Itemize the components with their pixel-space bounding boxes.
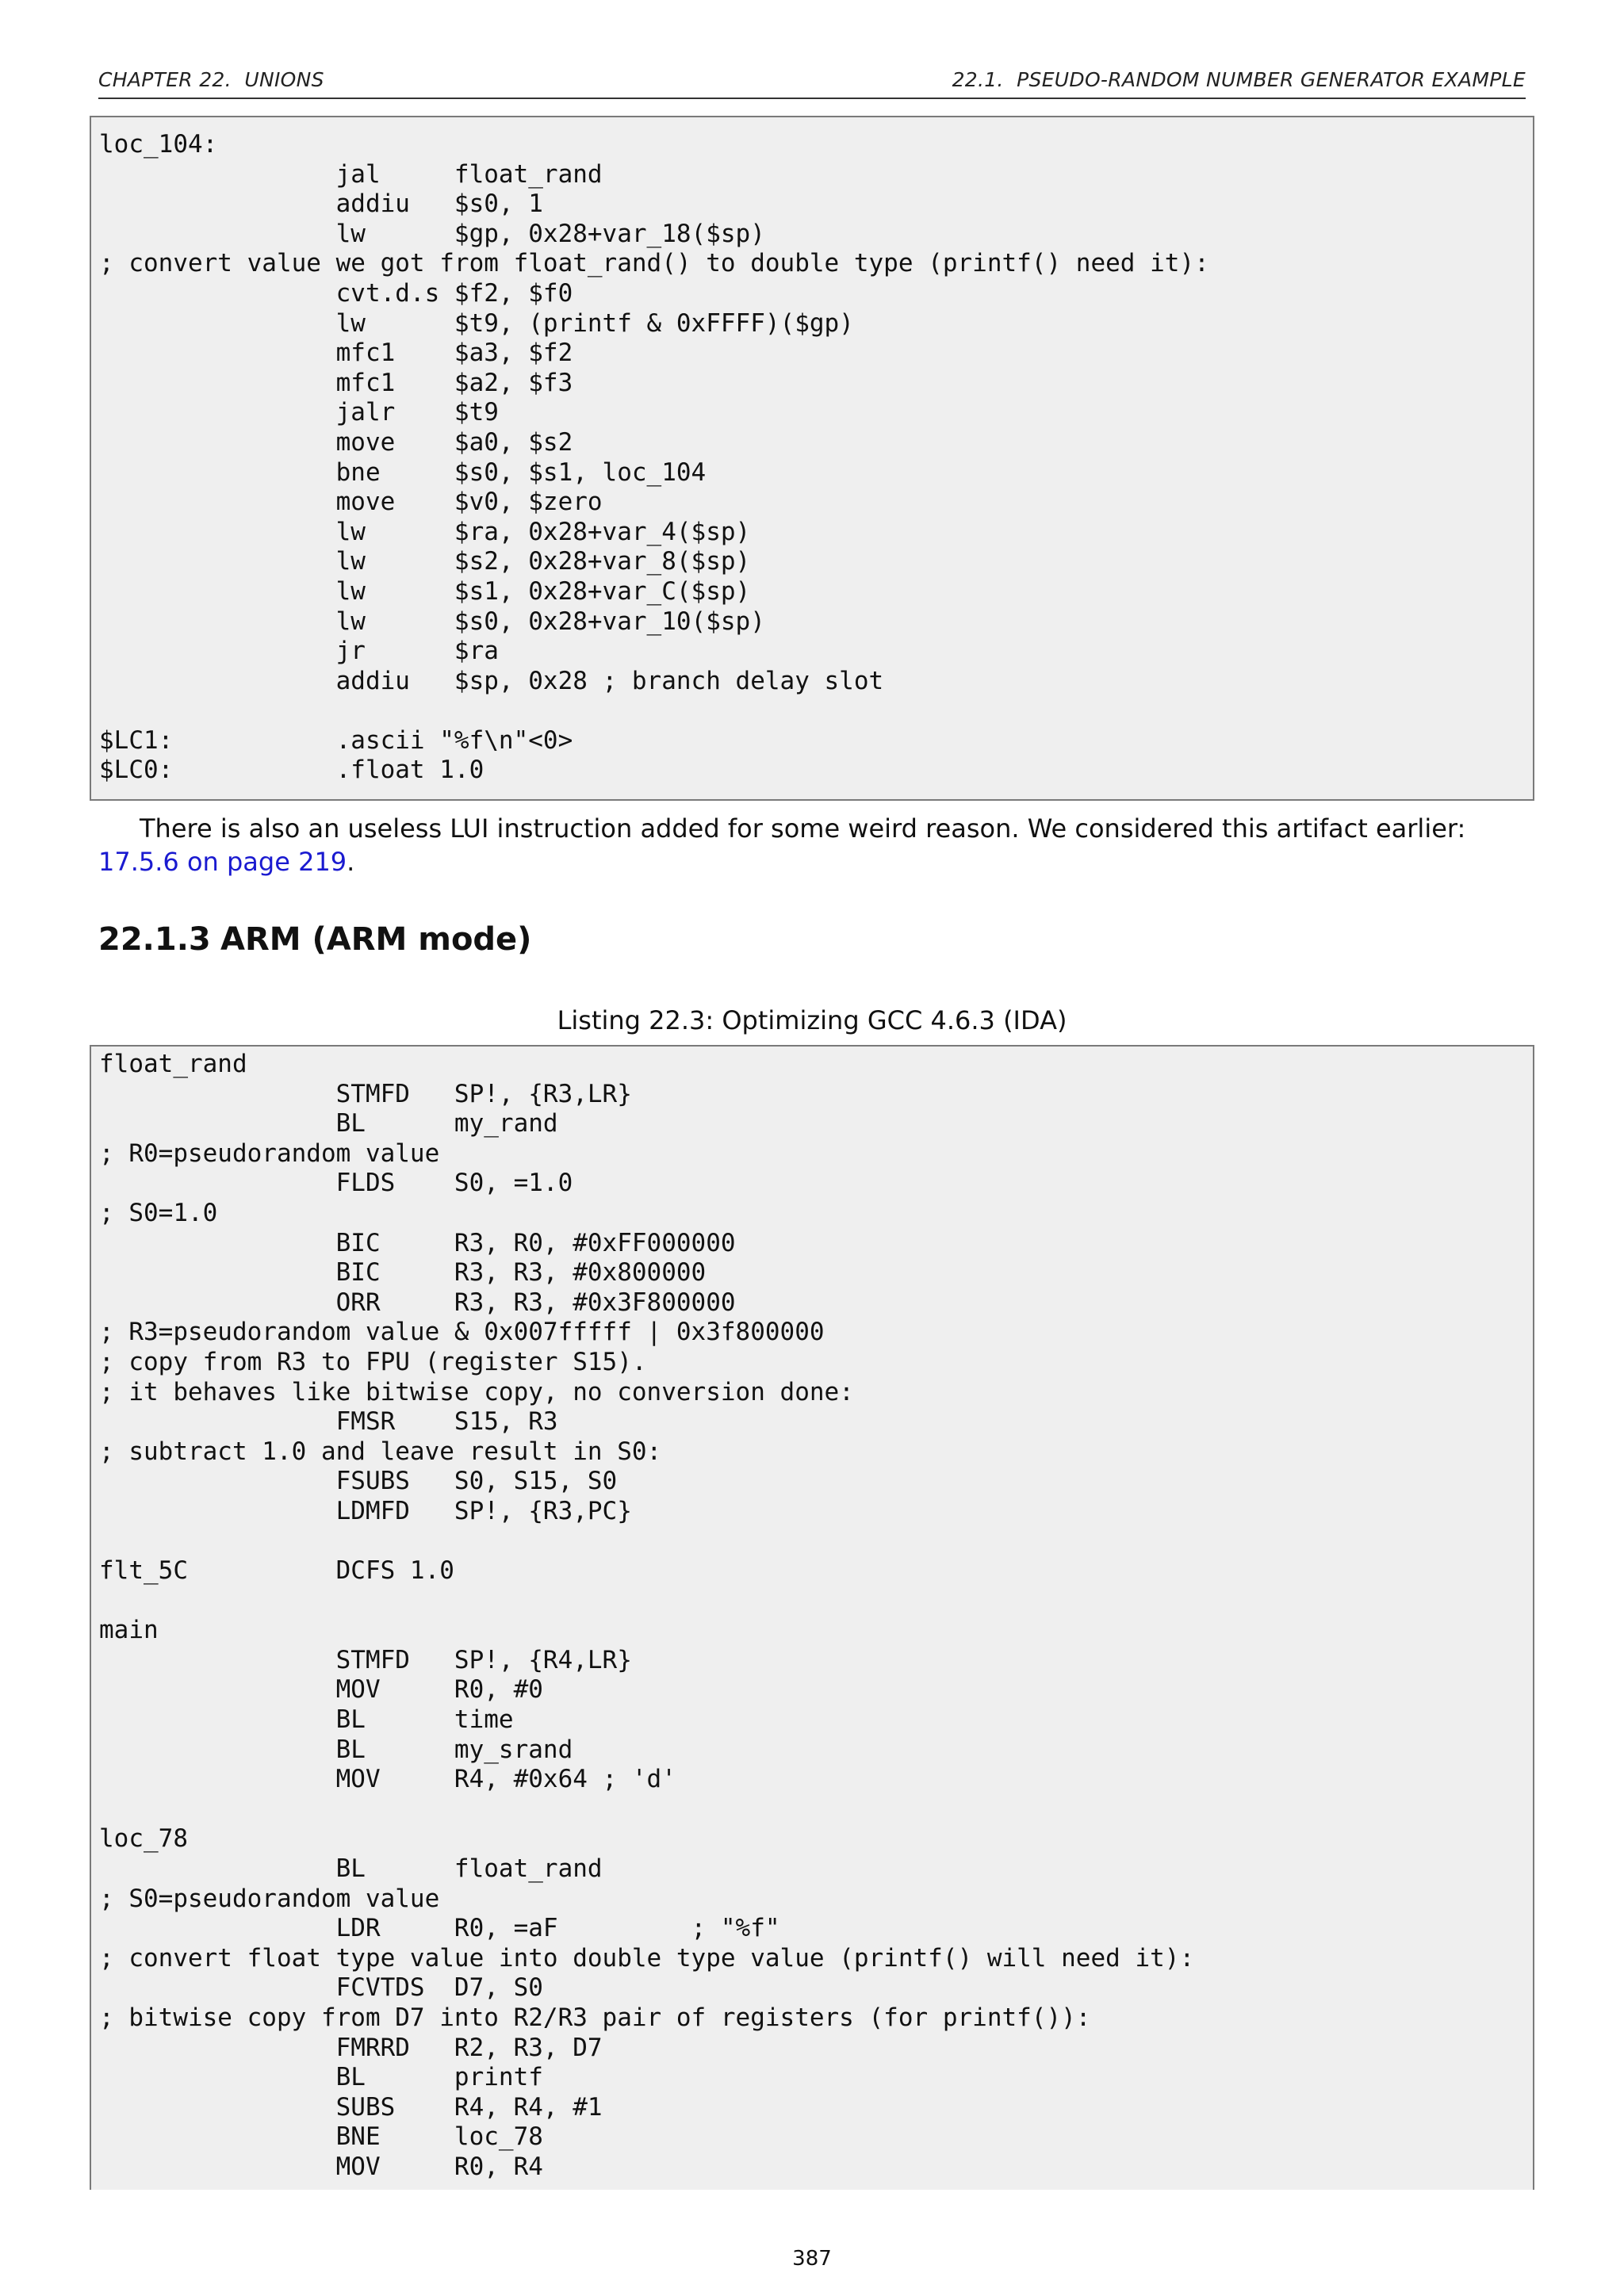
paragraph-end: .: [347, 847, 355, 877]
section-heading: [98, 921, 531, 958]
page-number: 387: [792, 2247, 832, 2271]
listing-caption: Listing 22.3: Optimizing GCC 4.6.3 (IDA): [557, 1005, 1067, 1035]
section-number: 22.1.3: [98, 921, 211, 958]
running-header-chapter: CHAPTER 22. UNIONS: [98, 68, 324, 91]
mips-code-listing: loc_104: jal float_rand addiu $s0, 1 lw $gp, 0x28+var_18($sp) ; convert value we got from float_rand() to double type (printf() need it): cvt.d.s $f2, $f0 lw $t9, (printf & 0xFFFF)($gp) mfc1 $a3, $f2 mfc1 $a2, $f3 jalr $t9 move $a0, $s2 bne $s0, $s1, loc_104 move $v0, $zero lw $ra, 0x28+var_4($sp) lw $s2, 0x28+var_8($sp) lw $s1, 0x28+var_C($sp) lw $s0, 0x28+var_10($sp) jr $ra addiu $sp, 0x28 ; branch delay slot $LC1: .ascii "%f\n"<0> $LC0: .float 1.0: [90, 116, 1534, 801]
running-header-section: 22.1. PSEUDO-RANDOM NUMBER GENERATOR EXAMPLE: [952, 68, 1526, 91]
arm-code-listing: float_rand STMFD SP!, {R3,LR} BL my_rand ; R0=pseudorandom value FLDS S0, =1.0 ; S0=1.0 BIC R3, R0, #0xFF000000 BIC R3, R3, #0x800000 ORR R3, R3, #0x3F800000 ; R3=pseudorandom value & 0x007fffff | 0x3f800000 ; copy from R3 to FPU (register S15). ; it behaves like bitwise copy, no conversion done: FMSR S15, R3 ; subtract 1.0 and leave result in S0: FSUBS S0, S15, S0 LDMFD SP!, {R3,PC} flt_5C DCFS 1.0 main STMFD SP!, {R4,LR} MOV R0, #0 BL time BL my_srand MOV R4, #0x64 ; 'd' loc_78 BL float_rand ; S0=pseudorandom value LDR R0, =aF ; "%f" ; convert float type value into double type value (printf() will need it): FCVTDS D7, S0 ; bitwise copy from D7 into R2/R3 pair of registers (for printf()): FMRRD R2, R3, D7 BL printf SUBS R4, R4, #1 BNE loc_78 MOV R0, R4: [90, 1045, 1534, 2190]
header-rule: [98, 98, 1526, 99]
paragraph-text: There is also an useless LUI instruction added for some weird reason. We considered this artifact earlier:: [140, 813, 1466, 844]
cross-reference-link[interactable]: 17.5.6 on page 219: [98, 847, 347, 877]
section-title: ARM (ARM mode): [220, 921, 532, 958]
body-paragraph: [98, 812, 1526, 878]
